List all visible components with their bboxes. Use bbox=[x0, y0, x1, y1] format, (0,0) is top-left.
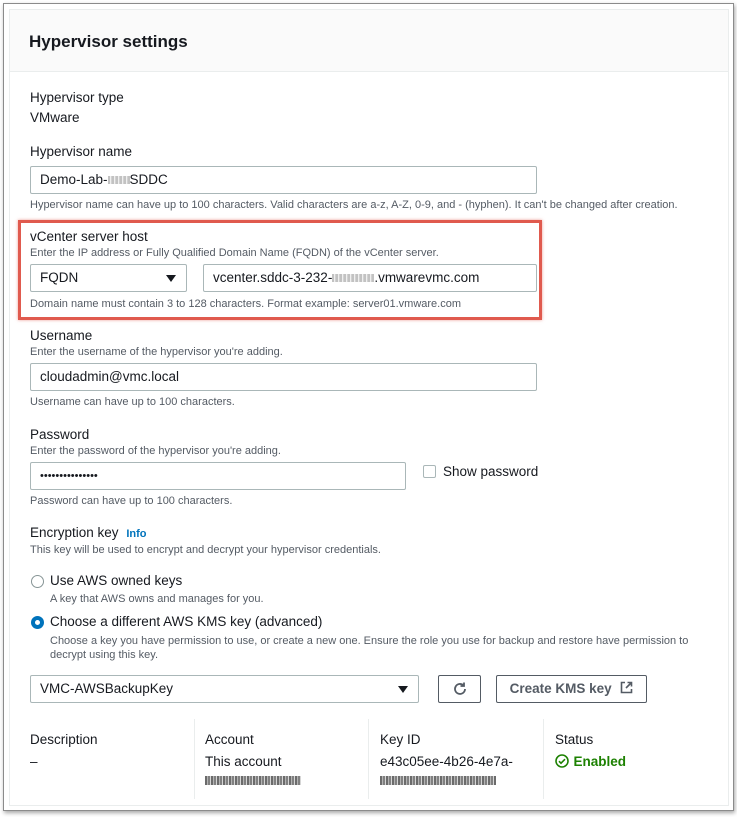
encryption-key-label bbox=[30, 525, 146, 540]
encryption-info-link[interactable]: Info bbox=[126, 528, 147, 540]
column-divider bbox=[368, 719, 369, 799]
vcenter-host-prefix: vcenter.sddc-3-232- bbox=[213, 270, 333, 285]
show-password-checkbox[interactable] bbox=[423, 465, 436, 478]
redacted-mark bbox=[205, 776, 301, 785]
account-value: This account bbox=[205, 754, 282, 769]
aws-owned-keys-description: A key that AWS owns and manages for you. bbox=[50, 593, 264, 605]
status-header: Status bbox=[555, 732, 594, 747]
vcenter-description: Enter the IP address or Fully Qualified Domain Name (FQDN) of the vCenter server. bbox=[30, 247, 439, 259]
custom-kms-key-label[interactable]: Choose a different AWS KMS key (advanced) bbox=[50, 614, 323, 629]
panel-title: Hypervisor settings bbox=[29, 32, 188, 51]
hypervisor-name-suffix: SDDC bbox=[129, 172, 168, 187]
column-divider bbox=[543, 719, 544, 799]
hypervisor-name-hint: Hypervisor name can have up to 100 characters. Valid characters are a-z, A-Z, 0-9, and - (hyphen). It can't be changed after creation. bbox=[30, 199, 678, 211]
hypervisor-type-value: VMware bbox=[30, 110, 80, 125]
screenshot-frame bbox=[3, 3, 734, 811]
password-hint: Password can have up to 100 characters. bbox=[30, 495, 233, 507]
vcenter-type-value: FQDN bbox=[40, 270, 79, 285]
encryption-description: This key will be used to encrypt and decrypt your hypervisor credentials. bbox=[30, 544, 381, 556]
check-circle-icon bbox=[555, 754, 569, 768]
vcenter-label: vCenter server host bbox=[30, 229, 148, 244]
encryption-key-title: Encryption key bbox=[30, 525, 119, 540]
vcenter-hint: Domain name must contain 3 to 128 characters. Format example: server01.vmware.com bbox=[30, 298, 462, 310]
hypervisor-name-prefix: Demo-Lab- bbox=[40, 172, 108, 187]
password-label: Password bbox=[30, 427, 90, 442]
custom-kms-key-description: Choose a key you have permission to use, or create a new one. Ensure the role you use for backup and restore have permission to decrypt using this key. bbox=[50, 635, 689, 661]
refresh-icon bbox=[452, 681, 468, 697]
hypervisor-name-input[interactable] bbox=[30, 166, 537, 194]
description-value: – bbox=[30, 754, 38, 769]
status-indicator bbox=[555, 753, 626, 771]
password-description: Enter the password of the hypervisor you're adding. bbox=[30, 445, 281, 457]
password-input[interactable]: ••••••••••••••• bbox=[30, 462, 406, 490]
redacted-mark bbox=[108, 176, 130, 184]
create-kms-key-button[interactable] bbox=[496, 675, 647, 703]
aws-owned-keys-radio[interactable] bbox=[31, 575, 44, 588]
account-header: Account bbox=[205, 732, 254, 747]
panel-header bbox=[10, 10, 728, 72]
create-kms-key-label: Create KMS key bbox=[509, 681, 612, 696]
hypervisor-type-label: Hypervisor type bbox=[30, 90, 124, 105]
key-id-header: Key ID bbox=[380, 732, 421, 747]
external-link-icon bbox=[620, 681, 633, 694]
username-label: Username bbox=[30, 328, 93, 343]
kms-key-value: VMC-AWSBackupKey bbox=[40, 681, 174, 696]
key-id-value: e43c05ee-4b26-4e7a- bbox=[380, 754, 513, 769]
custom-kms-key-radio[interactable] bbox=[31, 616, 44, 629]
vcenter-highlight-box bbox=[18, 220, 542, 320]
hypervisor-name-label: Hypervisor name bbox=[30, 144, 133, 159]
username-input[interactable]: cloudadmin@vmc.local bbox=[30, 363, 537, 391]
hypervisor-settings-panel bbox=[9, 9, 729, 806]
description-header: Description bbox=[30, 732, 98, 747]
caret-down-icon bbox=[398, 686, 408, 693]
aws-owned-keys-label[interactable]: Use AWS owned keys bbox=[50, 573, 183, 588]
column-divider bbox=[194, 719, 195, 799]
redacted-mark bbox=[380, 776, 496, 785]
vcenter-host-suffix: .vmwarevmc.com bbox=[374, 270, 480, 285]
username-description: Enter the username of the hypervisor you're adding. bbox=[30, 346, 283, 358]
show-password-label[interactable]: Show password bbox=[443, 464, 539, 479]
username-hint: Username can have up to 100 characters. bbox=[30, 396, 235, 408]
status-value: Enabled bbox=[573, 754, 626, 769]
refresh-button[interactable] bbox=[438, 675, 481, 703]
kms-key-select[interactable] bbox=[30, 675, 419, 703]
